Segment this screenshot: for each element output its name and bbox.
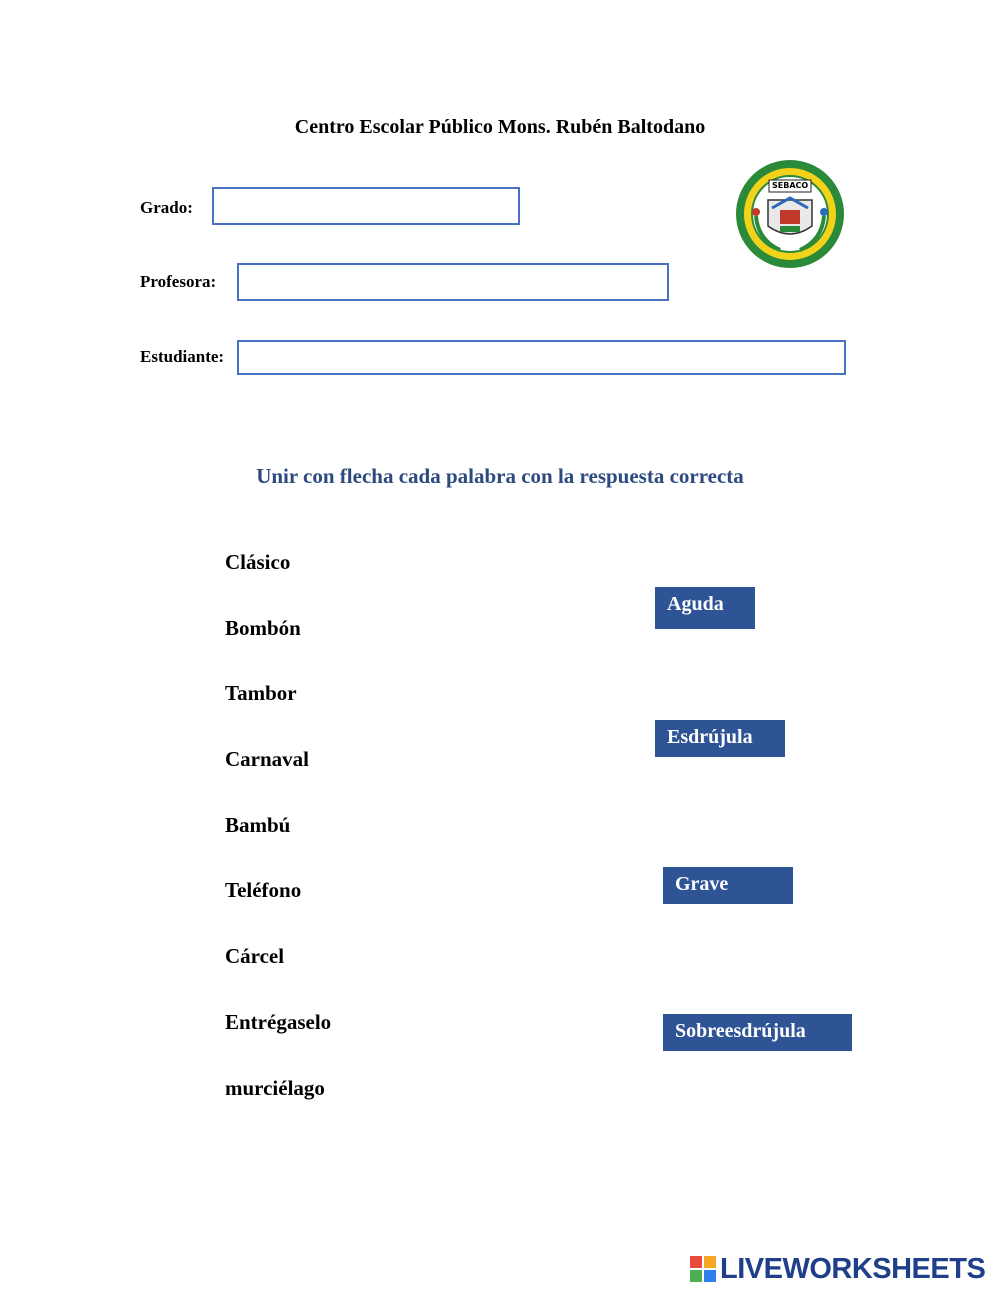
answer-box-aguda[interactable]: Aguda [655, 587, 755, 629]
logo-text-sebaco: SEBACO [772, 181, 809, 190]
page-title: Centro Escolar Público Mons. Rubén Baltodano [294, 116, 706, 138]
word-item-entregaselo[interactable]: Entrégaselo [225, 1010, 332, 1034]
estudiante-input[interactable] [237, 340, 846, 375]
word-item-carnaval[interactable]: Carnaval [225, 747, 309, 771]
school-seal-icon [736, 160, 844, 268]
estudiante-label: Estudiante: [140, 347, 225, 366]
profesora-input[interactable] [237, 263, 669, 301]
word-item-tambor[interactable]: Tambor [225, 681, 297, 705]
liveworksheets-logo [690, 1252, 985, 1286]
grado-label: Grado: [140, 198, 193, 217]
word-item-murcielago[interactable]: murciélago [225, 1076, 325, 1100]
profesora-label: Profesora: [140, 272, 217, 291]
answer-box-sobreesdrujula[interactable]: Sobreesdrújula [663, 1014, 852, 1051]
answer-box-grave[interactable]: Grave [663, 867, 793, 904]
word-item-bambu[interactable]: Bambú [225, 813, 291, 837]
word-item-carcel[interactable]: Cárcel [225, 944, 285, 968]
answer-box-esdrujula[interactable]: Esdrújula [655, 720, 785, 757]
word-item-telefono[interactable]: Teléfono [225, 878, 302, 902]
liveworksheets-brand-text: LIVEWORKSHEETS [720, 1252, 986, 1285]
instruction-text: Unir con flecha cada palabra con la respuesta correcta [256, 464, 744, 488]
liveworksheets-logo-icon [690, 1256, 716, 1282]
word-item-bombon[interactable]: Bombón [225, 616, 301, 640]
school-logo [736, 160, 844, 268]
word-item-clasico[interactable]: Clásico [225, 550, 291, 574]
grado-input[interactable] [212, 187, 520, 225]
